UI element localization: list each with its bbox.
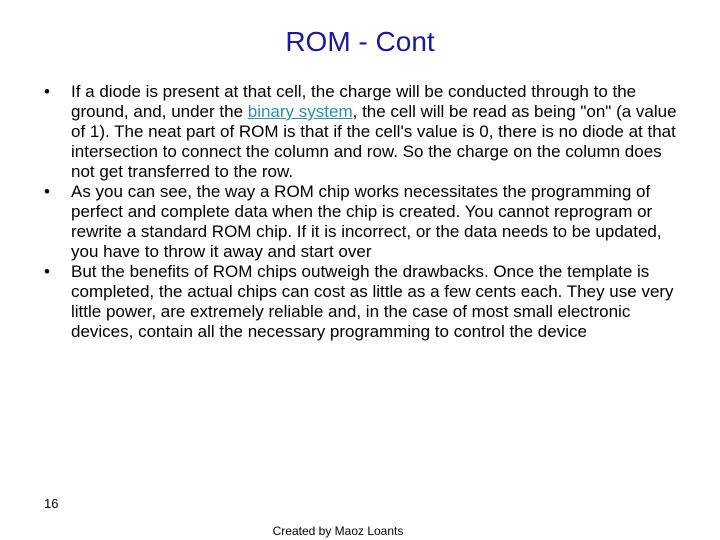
slide-title: ROM - Cont: [285, 26, 435, 57]
bullet-marker: •: [44, 262, 50, 281]
bullet-text: As you can see, the way a ROM chip works necessitates the programming of perfect and complete data when the chip is created. You cannot reprogram or rewrite a standard ROM chip. If it is incorrect, or the data needs to be updated, you have to throw it away and start over: [71, 182, 662, 261]
page-number: 16: [44, 496, 59, 511]
bullet-text-after-link: , the cell will be read as being "on" (a value of 1). The neat part of ROM is that if the cell's value is 0, there is no diode at that intersection to connect the column and row. So the charge on the column does not get transferred to the row.: [71, 102, 677, 181]
bullet-item-diode: [44, 82, 684, 182]
footer-credit: Created by Maoz Loants: [272, 524, 404, 538]
bullet-item-benefits: [44, 262, 684, 342]
bullet-text: But the benefits of ROM chips outweigh the drawbacks. Once the template is completed, the actual chips can cost as little as a few cents each. They use very little power, are extremely reliable and, in the case of most small electronic devices, contain all the necessary programming to control the device: [71, 262, 674, 341]
bullet-text-before-link: If a diode is present at that cell, the charge will be conducted through to the ground, and, under the: [71, 82, 637, 121]
bullet-item-programming: [44, 182, 684, 262]
binary-system-link[interactable]: binary system: [247, 102, 353, 121]
bullet-marker: •: [44, 182, 50, 201]
bullet-list: [44, 82, 684, 342]
bullet-marker: •: [44, 82, 50, 101]
